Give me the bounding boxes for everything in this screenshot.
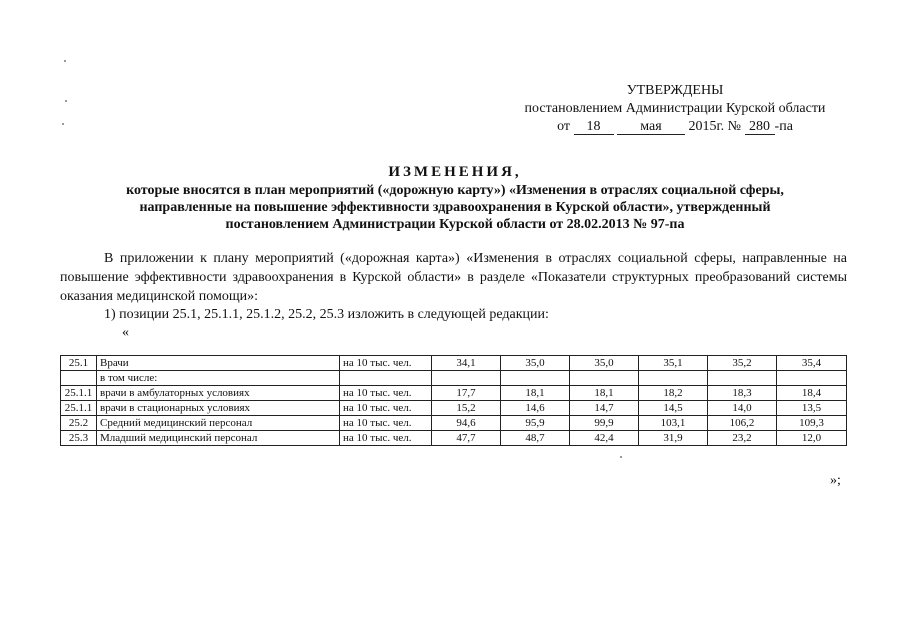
row-value: 18,1: [501, 386, 570, 401]
item-1: 1) позиции 25.1, 25.1.1, 25.1.2, 25.2, 25.3 изложить в следующей редакции:: [104, 307, 549, 322]
row-value: 14,0: [708, 401, 777, 416]
row-value: 35,0: [570, 356, 639, 371]
indicators-table: [60, 355, 847, 446]
approval-number: 280: [745, 120, 775, 135]
approval-year: 2015г. №: [688, 119, 742, 134]
row-value: 23,2: [708, 431, 777, 446]
approval-day: 18: [574, 120, 614, 135]
document-subtitle-line2: направленные на повышение эффективности здравоохранения в Курской области», утвержденный: [139, 200, 771, 215]
body-paragraph: В приложении к плану мероприятий («дорожная карта») «Изменения в отраслях социальной сферы, направленные на повышение эффективности здравоохранения в Курской области» в разделе «Показатели структурных преобразований системы оказания медицинской помощи»:: [60, 251, 847, 304]
row-code: 25.2: [61, 416, 97, 431]
approval-stamp: [500, 82, 850, 136]
approval-title: УТВЕРЖДЕНЫ: [626, 83, 724, 98]
approval-month: мая: [617, 120, 685, 135]
scan-speck: [64, 60, 66, 62]
row-value: 18,4: [777, 386, 847, 401]
row-value: 35,1: [639, 356, 708, 371]
row-value: 18,2: [639, 386, 708, 401]
row-value: [639, 371, 708, 386]
approval-line: постановлением Администрации Курской области: [524, 101, 826, 116]
approval-prefix: от: [557, 119, 571, 134]
row-value: [570, 371, 639, 386]
row-value: 42,4: [570, 431, 639, 446]
row-value: 34,1: [432, 356, 501, 371]
row-code: 25.1: [61, 356, 97, 371]
row-indicator: врачи в стационарных условиях: [97, 401, 340, 416]
row-value: 18,1: [570, 386, 639, 401]
row-code: 25.1.1: [61, 386, 97, 401]
row-value: 35,0: [501, 356, 570, 371]
row-value: 95,9: [501, 416, 570, 431]
document-subtitle-line1: которые вносятся в план мероприятий («дорожную карту») «Изменения в отраслях социальной сферы,: [126, 183, 784, 198]
document-heading: [60, 162, 850, 233]
row-indicator: Средний медицинский персонал: [97, 416, 340, 431]
row-value: [777, 371, 847, 386]
row-value: [432, 371, 501, 386]
row-indicator: Врачи: [97, 356, 340, 371]
row-value: 17,7: [432, 386, 501, 401]
row-code: 25.3: [61, 431, 97, 446]
open-quote: «: [122, 325, 129, 340]
row-unit: на 10 тыс. чел.: [340, 401, 432, 416]
row-value: 14,7: [570, 401, 639, 416]
row-value: [708, 371, 777, 386]
row-value: 31,9: [639, 431, 708, 446]
table-row: [61, 431, 847, 446]
row-indicator: врачи в амбулаторных условиях: [97, 386, 340, 401]
table-row: [61, 416, 847, 431]
row-unit: на 10 тыс. чел.: [340, 431, 432, 446]
approval-suffix: -па: [774, 119, 793, 134]
row-value: 106,2: [708, 416, 777, 431]
row-value: 15,2: [432, 401, 501, 416]
scan-speck: [65, 100, 67, 102]
scan-speck: [620, 456, 622, 458]
row-value: 94,6: [432, 416, 501, 431]
table-row: [61, 386, 847, 401]
table-row: [61, 371, 847, 386]
row-value: 47,7: [432, 431, 501, 446]
row-value: [501, 371, 570, 386]
row-value: 48,7: [501, 431, 570, 446]
row-unit: на 10 тыс. чел.: [340, 356, 432, 371]
table-row: [61, 356, 847, 371]
row-code: 25.1.1: [61, 401, 97, 416]
row-value: 109,3: [777, 416, 847, 431]
document-title: ИЗМЕНЕНИЯ,: [388, 164, 522, 180]
scan-speck: [62, 123, 64, 125]
row-value: 14,6: [501, 401, 570, 416]
approval-date-line: [500, 118, 850, 136]
document-subtitle-line3: постановлением Администрации Курской области от 28.02.2013 № 97-па: [225, 217, 685, 232]
row-value: 18,3: [708, 386, 777, 401]
close-quote: »;: [830, 473, 841, 488]
row-value: 99,9: [570, 416, 639, 431]
row-indicator: в том числе:: [97, 371, 340, 386]
row-code: [61, 371, 97, 386]
row-unit: на 10 тыс. чел.: [340, 416, 432, 431]
row-value: 12,0: [777, 431, 847, 446]
row-value: 35,4: [777, 356, 847, 371]
row-unit: на 10 тыс. чел.: [340, 386, 432, 401]
table-row: [61, 401, 847, 416]
row-value: 35,2: [708, 356, 777, 371]
row-unit: [340, 371, 432, 386]
row-value: 14,5: [639, 401, 708, 416]
row-value: 103,1: [639, 416, 708, 431]
row-indicator: Младший медицинский персонал: [97, 431, 340, 446]
row-value: 13,5: [777, 401, 847, 416]
